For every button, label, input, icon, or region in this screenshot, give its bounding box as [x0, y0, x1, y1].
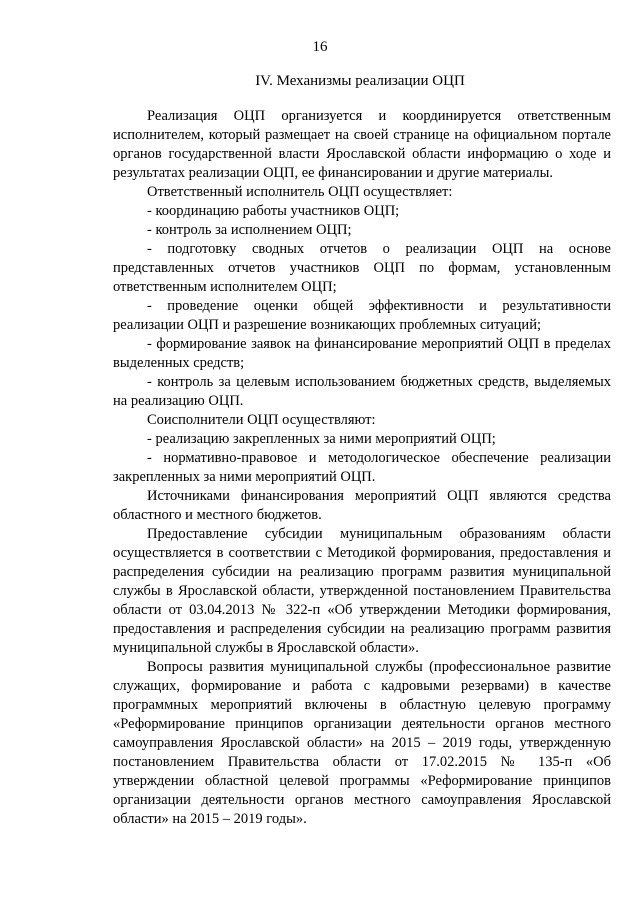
section-title: IV. Механизмы реализации ОЦП	[255, 73, 465, 89]
list-item-control: - контроль за исполнением ОЦП;	[147, 222, 352, 238]
list-item-evaluation: - проведение оценки общей эффективности и результативности реализации ОЦП и разрешение возникающих проблемных ситуаций;	[113, 298, 611, 333]
list-item-coordination: - координацию работы участников ОЦП;	[147, 203, 400, 219]
list-item-budget-control: - контроль за целевым использованием бюджетных средств, выделяемых на реализацию ОЦП.	[113, 374, 611, 409]
list-item-reports: - подготовку сводных отчетов о реализации ОЦП на основе представленных отчетов участников ОЦП по формам, установленным ответственным исполнителем ОЦП;	[113, 241, 611, 295]
document-body	[113, 107, 611, 829]
paragraph-responsible-executor: Ответственный исполнитель ОЦП осуществляет:	[147, 184, 453, 200]
paragraph-municipal-service: Вопросы развития муниципальной службы (профессиональное развитие служащих, формирование и работа с кадровыми резервами) в качестве программных мероприятий включены в областную целевую программу «Реформирование принципов организации деятельности органов местного самоуправления Ярославской области» на 2015 – 2019 годы, утвержденную постановлением Правительства области от 17.02.2015 № 135-п «Об утверждении областной целевой программы «Реформирование принципов организации деятельности органов местного самоуправления Ярославской области» на 2015 – 2019 годы».	[113, 659, 611, 827]
list-item-implementation: - реализацию закрепленных за ними мероприятий ОЦП;	[147, 431, 496, 447]
paragraph-funding-sources: Источниками финансирования мероприятий ОЦП являются средства областного и местного бюджетов.	[113, 488, 611, 523]
paragraph-subsidy: Предоставление субсидии муниципальным образованиям области осуществляется в соответствии с Методикой формирования, предоставления и распределения субсидии на реализацию программ развития муниципальной службы в Ярославской области, утвержденной постановлением Правительства области от 03.04.2013 № 322-п «Об утверждении Методики формирования, предоставления и распределения субсидии на реализацию программ развития муниципальной службы в Ярославской области».	[113, 526, 611, 656]
paragraph-implementation: Реализация ОЦП организуется и координируется ответственным исполнителем, который размещает на своей странице на официальном портале органов государственной власти Ярославской области информацию о ходе и результатах реализации ОЦП, ее финансировании и другие материалы.	[113, 108, 611, 181]
paragraph-co-executors: Соисполнители ОЦП осуществляют:	[147, 412, 376, 428]
page-number: 16	[312, 39, 328, 55]
list-item-regulatory-support: - нормативно-правовое и методологическое обеспечение реализации закрепленных за ними мероприятий ОЦП.	[113, 450, 611, 485]
list-item-funding-requests: - формирование заявок на финансирование мероприятий ОЦП в пределах выделенных средств;	[113, 336, 611, 371]
